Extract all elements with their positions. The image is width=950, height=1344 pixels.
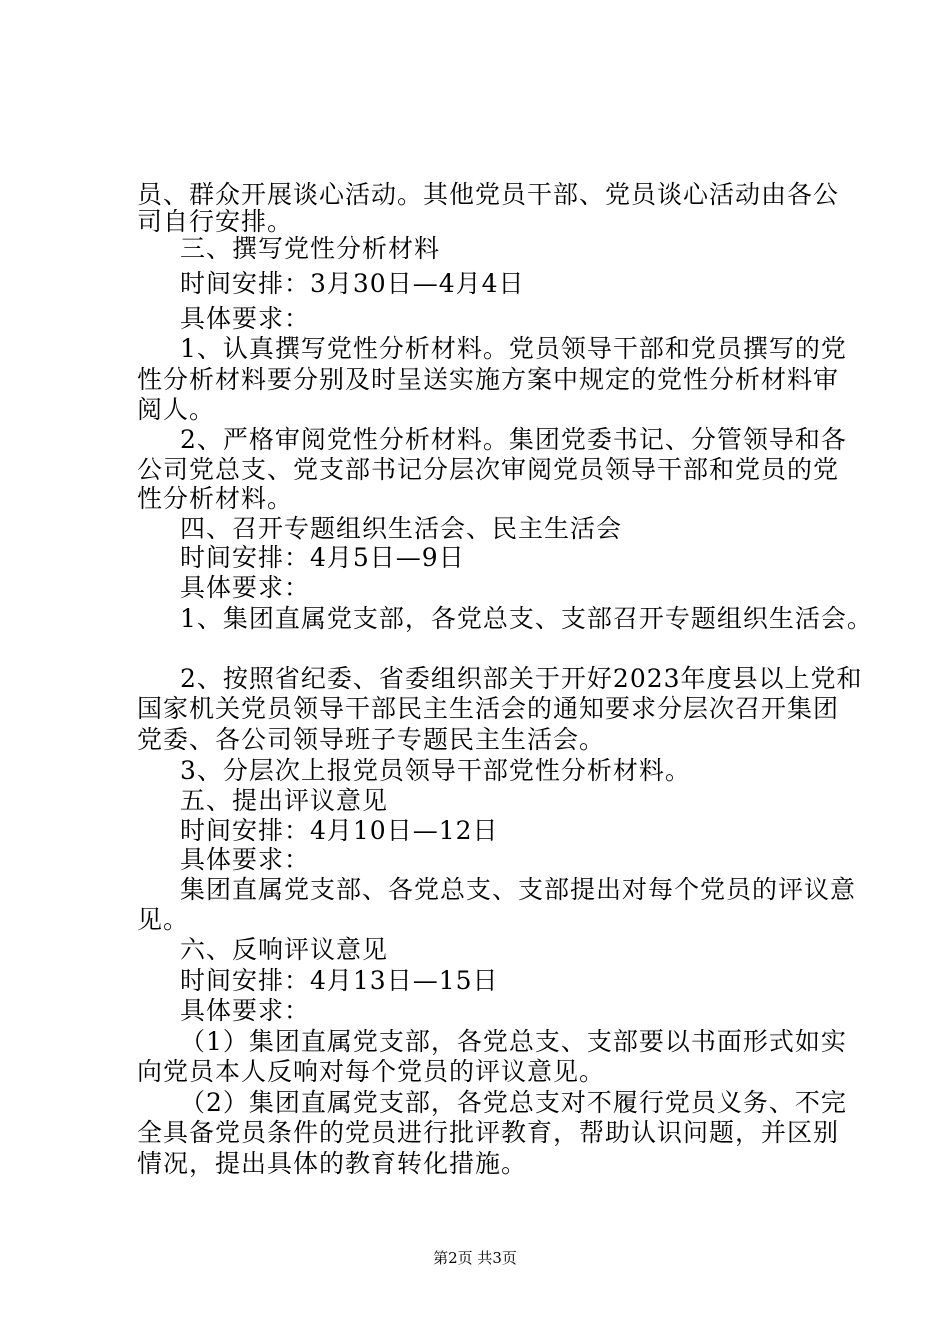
body-line: 2、严格审阅党性分析材料。集团党委书记、分管领导和各 <box>180 425 847 454</box>
requirements-label: 具体要求： <box>180 996 311 1025</box>
requirements-label: 具体要求： <box>180 573 311 602</box>
body-line: 全具备党员条件的党员进行批评教育，帮助认识问题，并区别 <box>137 1118 840 1147</box>
body-line: 性分析材料。 <box>137 484 294 513</box>
body-line: 公司党总支、党支部书记分层次审阅党员领导干部和党员的党 <box>137 455 840 484</box>
section-heading: 四、召开专题组织生活会、民主生活会 <box>180 514 623 543</box>
body-line: 阅人。 <box>137 395 216 424</box>
section-heading: 五、提出评议意见 <box>180 786 389 815</box>
body-line: 向党员本人反响对每个党员的评议意见。 <box>137 1057 606 1086</box>
schedule-line: 时间安排：3月30日—4月4日 <box>180 269 525 298</box>
body-line: 情况，提出具体的教育转化措施。 <box>137 1149 528 1178</box>
schedule-line: 时间安排：4月5日—9日 <box>180 543 465 572</box>
body-line: 员、群众开展谈心活动。其他党员干部、党员谈心活动由各公 <box>137 180 840 209</box>
body-line: 1、认真撰写党性分析材料。党员领导干部和党员撰写的党 <box>180 334 847 363</box>
page-number: 第2页 共3页 <box>433 1249 517 1267</box>
body-line: 司自行安排。 <box>137 207 294 236</box>
body-line: 性分析材料要分别及时呈送实施方案中规定的党性分析材料审 <box>137 365 840 394</box>
section-heading: 六、反响评议意见 <box>180 935 389 964</box>
section-heading: 三、撰写党性分析材料 <box>180 234 441 263</box>
body-line: （1）集团直属党支部，各党总支、支部要以书面形式如实 <box>180 1027 847 1056</box>
schedule-line: 时间安排：4月10日—12日 <box>180 816 499 845</box>
body-line: 党委、各公司领导班子专题民主生活会。 <box>137 725 606 754</box>
body-line: 1、集团直属党支部，各党总支、支部召开专题组织生活会。 <box>180 604 873 633</box>
requirements-label: 具体要求： <box>180 304 311 333</box>
body-line: 集团直属党支部、各党总支、支部提出对每个党员的评议意 <box>180 875 857 904</box>
body-line: 国家机关党员领导干部民主生活会的通知要求分层次召开集团 <box>137 694 840 723</box>
body-line: （2）集团直属党支部，各党总支对不履行党员义务、不完 <box>180 1088 847 1117</box>
body-line: 2、按照省纪委、省委组织部关于开好2023年度县以上党和 <box>180 664 863 693</box>
schedule-line: 时间安排：4月13日—15日 <box>180 966 499 995</box>
body-line: 见。 <box>137 905 190 934</box>
requirements-label: 具体要求： <box>180 845 311 874</box>
body-line: 3、分层次上报党员领导干部党性分析材料。 <box>180 756 691 785</box>
